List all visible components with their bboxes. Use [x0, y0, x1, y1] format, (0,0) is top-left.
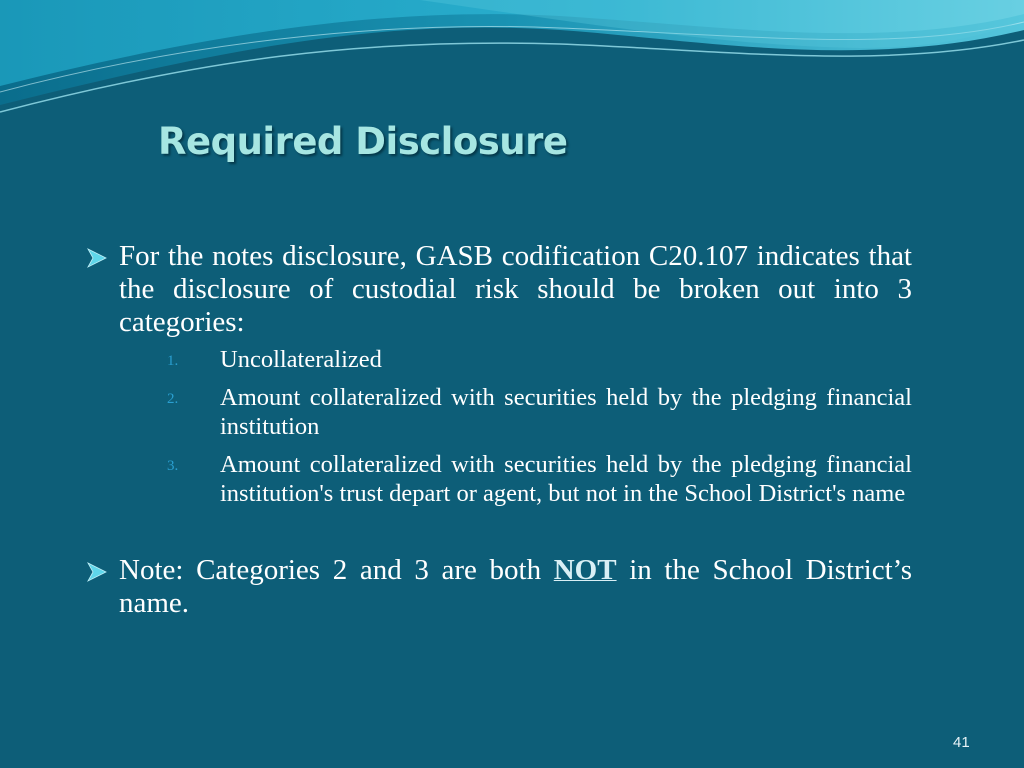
bullet-item — [82, 240, 912, 508]
numbered-list — [119, 345, 912, 508]
slide-title: Required Disclosure — [158, 120, 568, 163]
list-item — [119, 450, 912, 508]
slide-number: 41 — [953, 734, 970, 751]
bullet-text: For the notes disclosure, GASB codification C20.107 indicates that the disclosure of custodial risk should be broken out into 3 categories: — [119, 240, 912, 338]
note-text-suffix: in the School District’s name. — [119, 554, 912, 619]
list-item — [119, 345, 912, 374]
list-item — [119, 383, 912, 441]
note-emphasis: NOT — [553, 554, 617, 586]
slide-content — [82, 240, 912, 620]
list-item-text: Amount collateralized with securities held by the pledging financial institution — [220, 384, 912, 440]
list-item-text: Uncollateralized — [220, 346, 382, 373]
arrow-bullet-icon — [86, 248, 108, 268]
note-bullet — [82, 554, 912, 620]
arrow-bullet-icon — [86, 562, 108, 582]
list-item-text: Amount collateralized with securities held by the pledging financial institution's trust depart or agent, but not in the School District's name — [220, 451, 912, 507]
list-number: 1. — [167, 353, 179, 369]
note-text-prefix: Note: Categories 2 and 3 are both — [119, 554, 554, 586]
list-number: 3. — [167, 458, 179, 474]
list-number: 2. — [167, 391, 179, 407]
header-wave-decoration — [0, 0, 1024, 140]
